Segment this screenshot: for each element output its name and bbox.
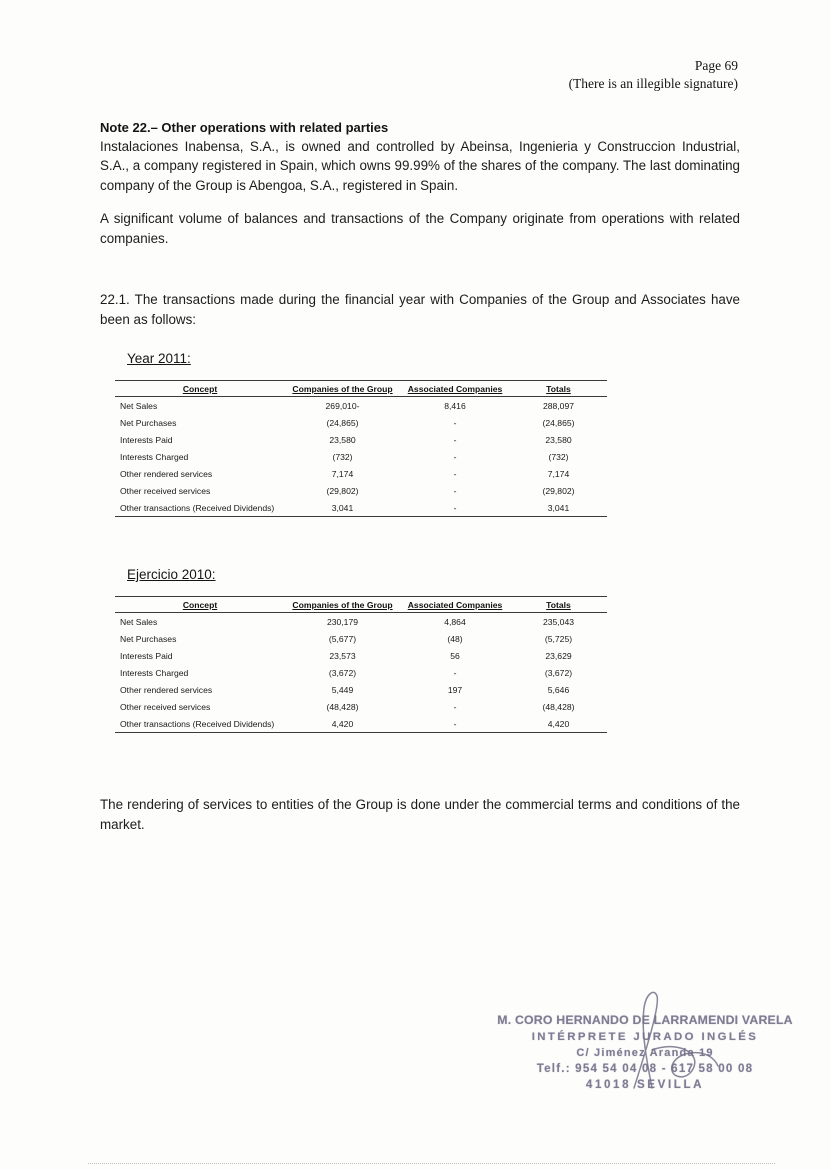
- table-cell: 23,580: [329, 434, 356, 445]
- paragraph-22-1-intro: 22.1. The transactions made during the financial year with Companies of the Group and Associates have been as follows:: [100, 292, 740, 327]
- table-cell: Interests Charged: [120, 667, 189, 678]
- table-cell: 235,043: [542, 616, 575, 627]
- scan-artifact-line: [88, 1163, 775, 1164]
- table-cell: 56: [450, 650, 460, 661]
- table-cell: (3,672): [544, 667, 573, 678]
- table-cell: -: [453, 485, 457, 496]
- section-ejercicio-2010: [100, 567, 740, 733]
- table-cell: Other received services: [120, 701, 211, 712]
- transactions-table-2011: [115, 380, 607, 517]
- table-cell: Other received services: [120, 485, 211, 496]
- table-cell: 23,573: [329, 650, 356, 661]
- table-cell: (29,802): [326, 485, 359, 496]
- note-heading: Note 22.– Other operations with related parties: [100, 120, 389, 135]
- stamp-address: C/ Jiménez Aranda 19: [576, 1047, 714, 1059]
- table-cell: (24,865): [326, 417, 359, 428]
- table-title-ejercicio-2010: Ejercicio 2010:: [127, 567, 216, 583]
- table-cell: 23,580: [545, 434, 572, 445]
- table-cell: (48): [447, 633, 463, 644]
- column-header-concept: Concept: [115, 381, 285, 397]
- table-cell: -: [453, 451, 457, 462]
- table-cell: (29,802): [542, 485, 575, 496]
- table-cell: 7,174: [331, 468, 354, 479]
- table-row: [115, 431, 607, 448]
- table-cell: 23,629: [545, 650, 572, 661]
- table-cell: 230,179: [326, 616, 359, 627]
- table-cell: 269,010-: [325, 400, 360, 411]
- table-row: [115, 397, 607, 415]
- table-row: [115, 698, 607, 715]
- table-cell: (732): [548, 451, 569, 462]
- table-cell: 4,864: [444, 616, 466, 627]
- table-cell: 4,420: [547, 718, 570, 729]
- table-cell: (5,725): [544, 633, 573, 644]
- table-cell: -: [453, 417, 457, 428]
- table-cell: Interests Paid: [120, 434, 173, 445]
- table-cell: -: [453, 667, 457, 678]
- table-row: [115, 414, 607, 431]
- table-cell: Interests Paid: [120, 650, 173, 661]
- table-cell: 8,416: [444, 400, 466, 411]
- column-header-companies-group: Companies of the Group: [285, 381, 400, 397]
- table-cell: (24,865): [542, 417, 575, 428]
- table-row: [115, 630, 607, 647]
- transactions-table-2010: [115, 596, 607, 733]
- table-title-year-2011: Year 2011:: [127, 351, 191, 367]
- table-cell: 3,041: [547, 502, 570, 513]
- table-row: [115, 647, 607, 664]
- column-header-concept: Concept: [115, 597, 285, 613]
- table-cell: 5,646: [547, 684, 570, 695]
- page-number: Page 69: [694, 58, 738, 73]
- table-cell: Other transactions (Received Dividends): [120, 718, 275, 729]
- document-body: [100, 120, 740, 834]
- table-cell: 197: [447, 684, 463, 695]
- stamp-phone: Telf.: 954 54 04 08 - 617 58 00 08: [536, 1062, 754, 1075]
- page-header-right: [569, 57, 738, 93]
- table-header-row: [115, 597, 607, 613]
- table-row: [115, 664, 607, 681]
- table-cell: Other rendered services: [120, 684, 213, 695]
- table-cell: -: [453, 434, 457, 445]
- table-row: [115, 613, 607, 631]
- table-cell: Interests Charged: [120, 451, 189, 462]
- table-cell: 7,174: [547, 468, 570, 479]
- table-cell: Net Sales: [120, 400, 158, 411]
- table-cell: 4,420: [331, 718, 354, 729]
- table-cell: Net Sales: [120, 616, 158, 627]
- stamp-city: 41018 SEVILLA: [585, 1078, 705, 1091]
- stamp-title: INTÉRPRETE JURADO INGLÉS: [531, 1031, 759, 1043]
- paragraph-significant-volume: A significant volume of balances and transactions of the Company originate from operations with related companies.: [100, 211, 740, 246]
- section-year-2011: [100, 351, 740, 517]
- signature-note: (There is an illegible signature): [568, 76, 738, 92]
- table-row: [115, 465, 607, 482]
- paragraph-closing: The rendering of services to entities of the Group is done under the commercial terms and conditions of the market.: [100, 797, 740, 832]
- table-cell: -: [453, 468, 457, 479]
- table-cell: -: [453, 502, 457, 513]
- translator-stamp: [492, 1013, 798, 1091]
- table-row: [115, 715, 607, 733]
- table-header-row: [115, 381, 607, 397]
- table-cell: 5,449: [331, 684, 354, 695]
- table-cell: -: [453, 701, 457, 712]
- column-header-associated: Associated Companies: [400, 597, 510, 613]
- table-cell: 288,097: [542, 400, 575, 411]
- table-cell: Other transactions (Received Dividends): [120, 502, 275, 513]
- table-cell: (48,428): [542, 701, 575, 712]
- table-row: [115, 448, 607, 465]
- table-cell: (3,672): [328, 667, 357, 678]
- table-cell: Net Purchases: [120, 417, 177, 428]
- table-row: [115, 681, 607, 698]
- stamp-name: M. CORO HERNANDO DE LARRAMENDI VARELA: [497, 1013, 793, 1027]
- table-cell: (5,677): [328, 633, 357, 644]
- table-cell: Other rendered services: [120, 468, 213, 479]
- table-cell: (48,428): [326, 701, 359, 712]
- table-cell: 3,041: [331, 502, 354, 513]
- table-row: [115, 482, 607, 499]
- column-header-companies-group: Companies of the Group: [285, 597, 400, 613]
- column-header-totals: Totals: [510, 381, 607, 397]
- column-header-totals: Totals: [510, 597, 607, 613]
- table-row: [115, 499, 607, 517]
- column-header-associated: Associated Companies: [400, 381, 510, 397]
- table-cell: (732): [332, 451, 353, 462]
- table-cell: -: [453, 718, 457, 729]
- paragraph-company-ownership: Instalaciones Inabensa, S.A., is owned and controlled by Abeinsa, Ingenieria y Construccion Industrial, S.A., a company registered in Spain, which owns 99.99% of the shares of the company. The last dominating company of the Group is Abengoa, S.A., registered in Spain.: [100, 139, 740, 193]
- table-cell: Net Purchases: [120, 633, 177, 644]
